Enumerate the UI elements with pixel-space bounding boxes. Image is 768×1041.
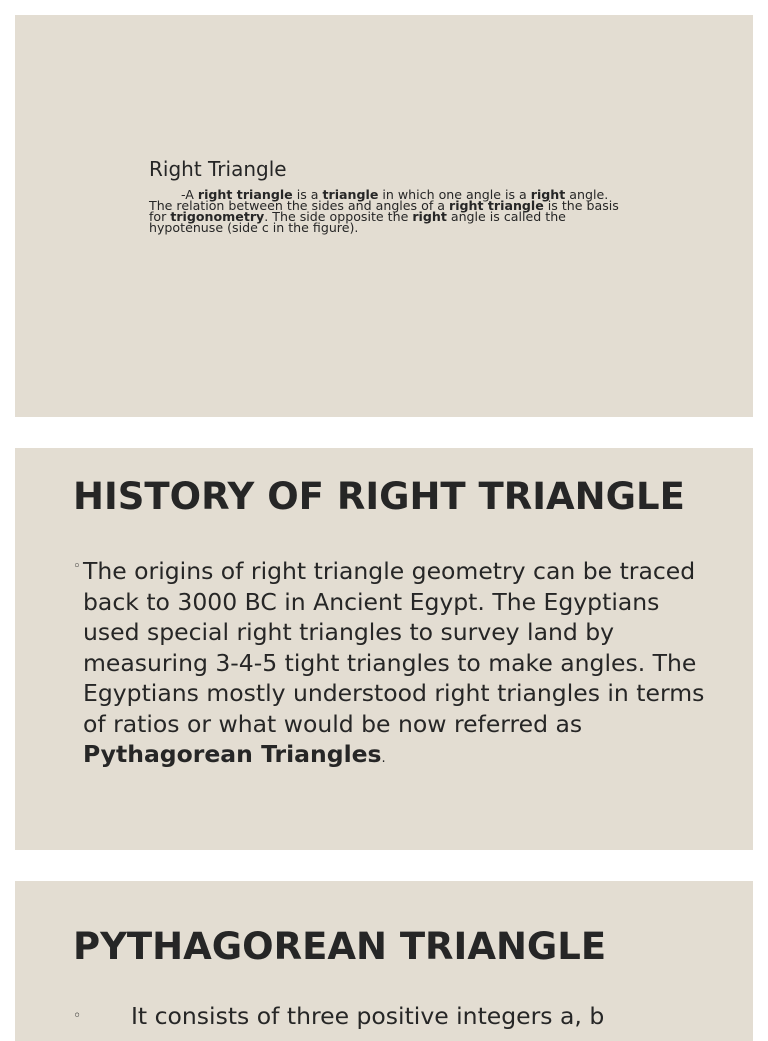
body-text: is the basis for — [149, 198, 619, 224]
body-text: angle is called the hypotenuse (side c in the figure). — [149, 209, 566, 235]
body-bold-text: trigonometry — [170, 209, 265, 224]
slide-title: HISTORY OF RIGHT TRIANGLE — [73, 475, 685, 518]
bullet-text — [83, 556, 713, 775]
body-text: -A — [181, 187, 198, 202]
bullet-marker: ◦ — [73, 1008, 82, 1024]
body-text: is a — [292, 187, 323, 202]
body-text: in which one angle is a — [378, 187, 531, 202]
bullet-text: It consists of three positive integers a, b — [131, 1002, 605, 1030]
slide-pythagorean — [15, 881, 753, 1041]
bullet-end: . — [381, 751, 386, 766]
slide-title: Right Triangle — [149, 157, 287, 181]
slide-title: PYTHAGOREAN TRIANGLE — [73, 925, 607, 968]
body-bold-text: right triangle — [197, 187, 293, 202]
bullet-body: The origins of right triangle geometry can be traced back to 3000 BC in Ancient Egypt. The Egyptians used special right triangles to survey land by measuring 3-4-5 tight triangles to make angles. The Egyptians mostly understood right triangles in terms of ratios or what would be now referred as — [83, 557, 705, 738]
slide-body-text — [149, 189, 629, 233]
body-bold-text: right — [412, 209, 447, 224]
bullet-item — [73, 556, 713, 775]
bullet-emphasis: Pythagorean Triangles — [83, 740, 382, 768]
slide-history — [15, 448, 753, 850]
body-bold-text: right — [530, 187, 566, 202]
body-bold-text: right triangle — [448, 198, 544, 213]
body-bold-text: triangle — [322, 187, 379, 202]
body-text: angle. The relation between the sides and angles of a — [149, 187, 609, 213]
slide-right-triangle — [15, 15, 753, 417]
bullet-marker: ◦ — [73, 559, 81, 574]
body-text: . The side opposite the — [264, 209, 413, 224]
